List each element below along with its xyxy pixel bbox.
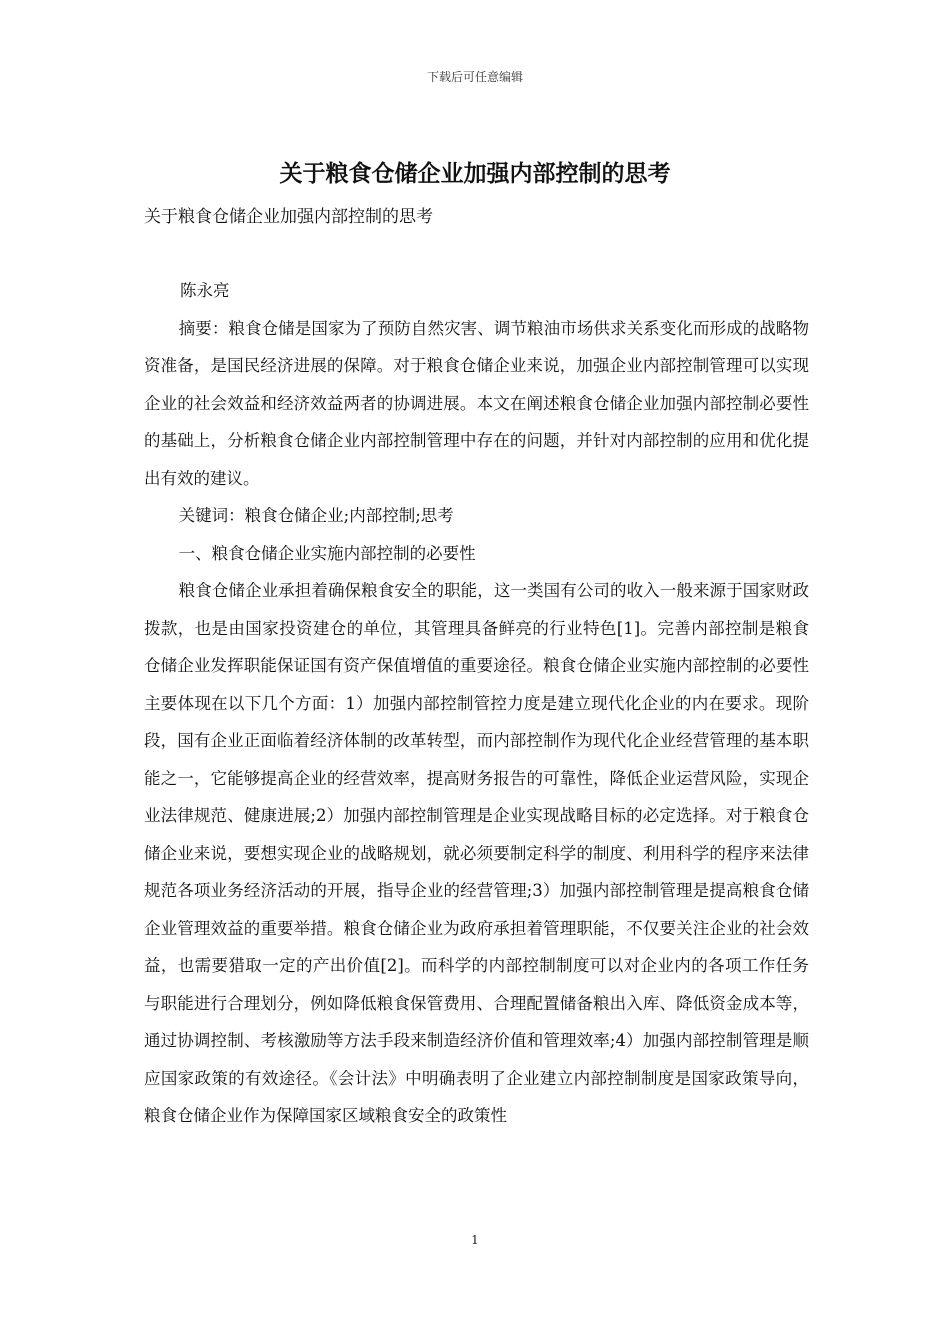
document-title: 关于粮食仓储企业加强内部控制的思考 bbox=[279, 161, 671, 187]
author-name: 陈永亮 bbox=[180, 281, 230, 300]
page-header: 下载后可任意编辑 bbox=[426, 70, 523, 84]
keywords-line: 关键词：粮食仓储企业;内部控制;思考 bbox=[178, 506, 454, 525]
document-body bbox=[144, 272, 809, 1135]
document-subtitle: 关于粮食仓储企业加强内部控制的思考 bbox=[144, 207, 433, 227]
abstract-paragraph: 摘要：粮食仓储是国家为了预防自然灾害、调节粮油市场供求关系变化而形成的战略物资准备，是国民经济进展的保障。对于粮食仓储企业来说，加强企业内部控制管理可以实现企业的社会效益和经济效益两者的协调进展。本文在阐述粮食仓储企业加强内部控制必要性的基础上，分析粮食仓储企业内部控制管理中存在的问题，并针对内部控制的应用和优化提出有效的建议。 bbox=[144, 318, 809, 488]
section-body-paragraph: 粮食仓储企业承担着确保粮食安全的职能，这一类国有公司的收入一般来源于国家财政拨款，也是由国家投资建仓的单位，其管理具备鲜亮的行业特色[1]。完善内部控制是粮食仓储企业发挥职能保证国有资产保值增值的重要途径。粮食仓储企业实施内部控制的必要性主要体现在以下几个方面：1）加强内部控制管控力度是建立现代化企业的内在要求。现阶段，国有企业正面临着经济体制的改革转型，而内部控制作为现代化企业经营管理的基本职能之一，它能够提高企业的经营效率，提高财务报告的可靠性，降低企业运营风险，实现企业法律规范、健康进展;2）加强内部控制管理是企业实现战略目标的必定选择。对于粮食仓储企业来说，要想实现企业的战略规划，就必须要制定科学的制度、利用科学的程序来法律规范各项业务经济活动的开展，指导企业的经营管理;3）加强内部控制管理是提高粮食仓储企业管理效益的重要举措。粮食仓储企业为政府承担着管理职能，不仅要关注企业的社会效益，也需要猎取一定的产出价值[2]。而科学的内部控制制度可以对企业内的各项工作任务与职能进行合理划分，例如降低粮食保管费用、合理配置储备粮出入库、降低资金成本等，通过协调控制、考核激励等方法手段来制造经济价值和管理效率;4）加强内部控制管理是顺应国家政策的有效途径。《会计法》中明确表明了企业建立内部控制制度是国家政策导向，粮食仓储企业作为保障国家区域粮食安全的政策性 bbox=[144, 581, 809, 1125]
section-heading: 一、粮食仓储企业实施内部控制的必要性 bbox=[178, 543, 476, 563]
page-number: 1 bbox=[471, 1233, 479, 1247]
